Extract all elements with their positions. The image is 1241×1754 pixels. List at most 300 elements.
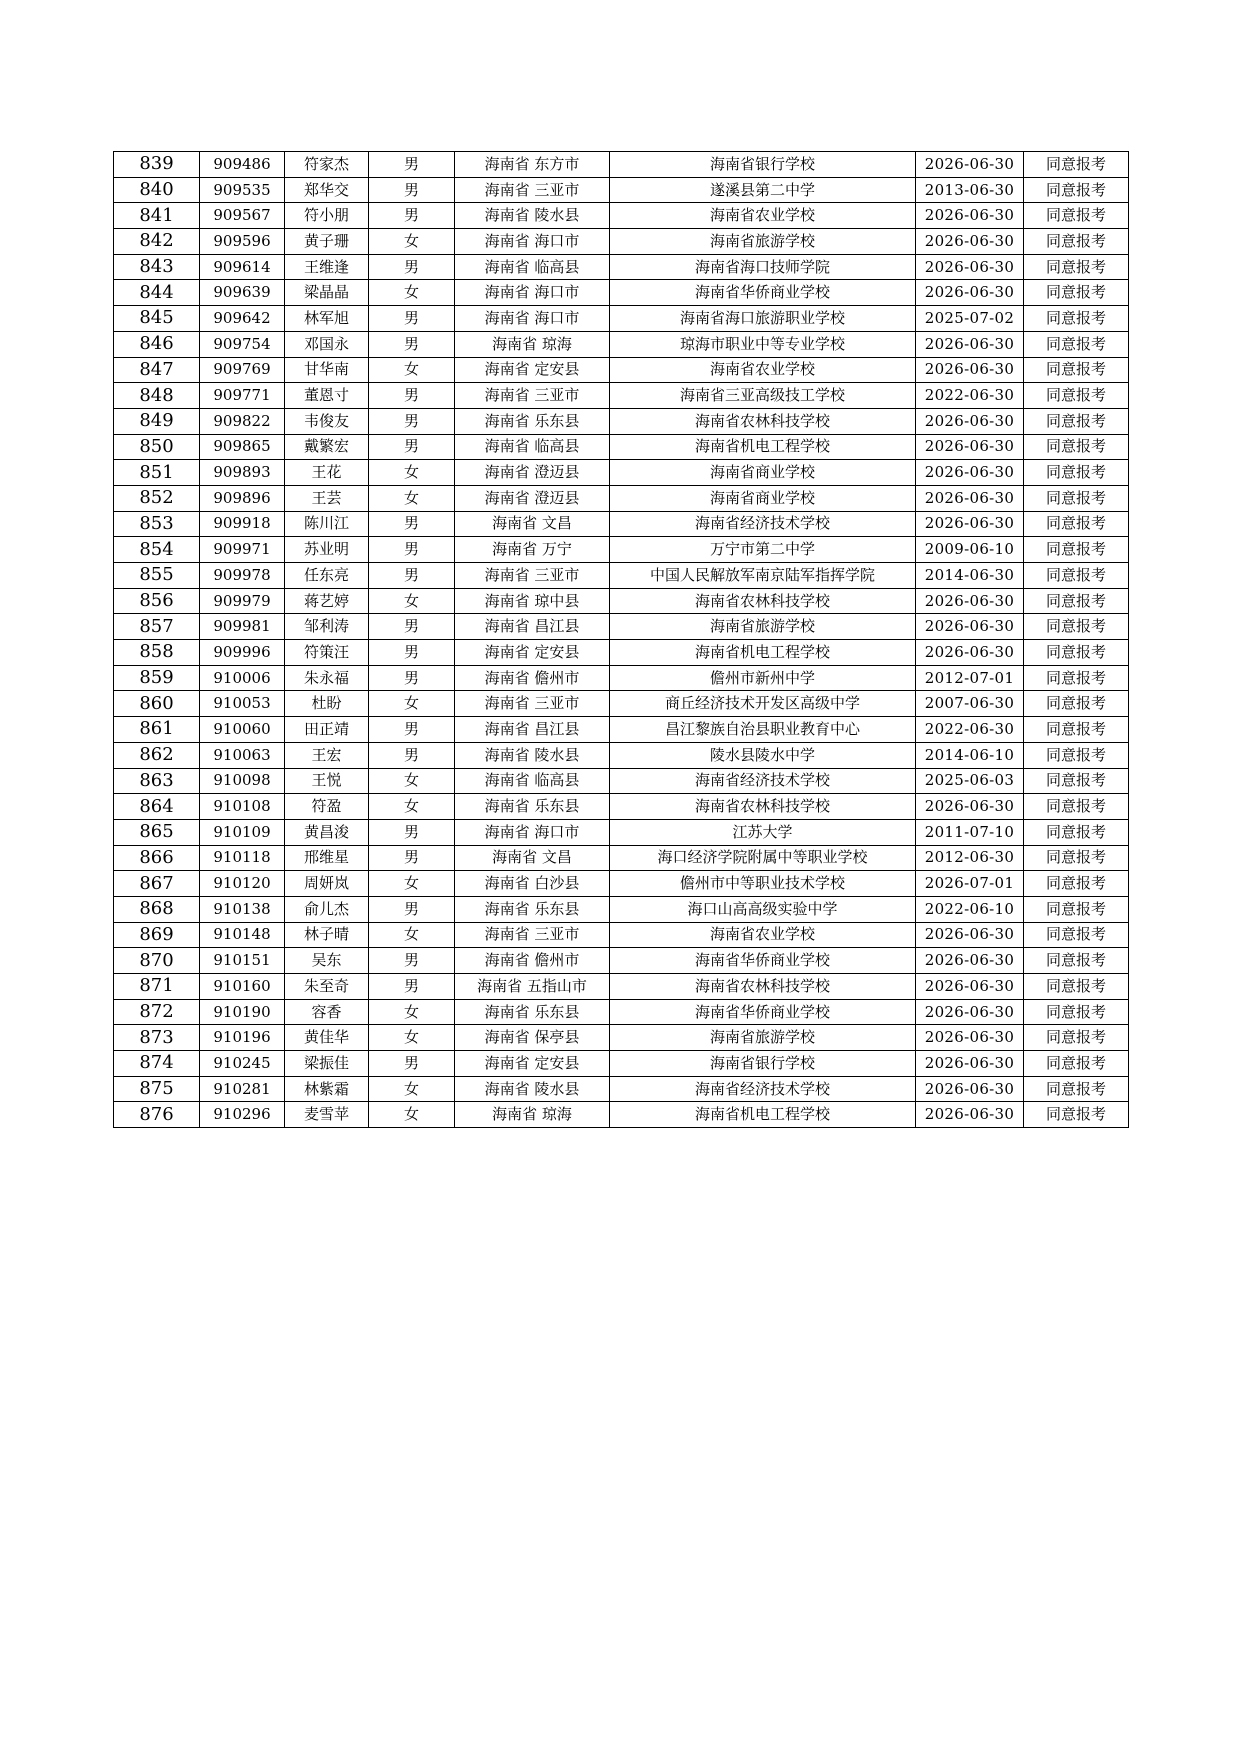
serial-number-cell: 839 <box>114 152 200 178</box>
table-body <box>114 152 1129 1128</box>
graduation-date-cell: 2012-06-30 <box>916 845 1024 871</box>
review-status-cell: 同意报考 <box>1024 794 1129 820</box>
name-cell: 黄佳华 <box>285 1025 369 1051</box>
gender-cell: 女 <box>369 1025 455 1051</box>
gender-cell: 男 <box>369 383 455 409</box>
review-status-cell: 同意报考 <box>1024 691 1129 717</box>
review-status-cell: 同意报考 <box>1024 717 1129 743</box>
school-cell: 昌江黎族自治县职业教育中心 <box>610 717 916 743</box>
review-status-cell: 同意报考 <box>1024 511 1129 537</box>
serial-number-cell: 855 <box>114 563 200 589</box>
exam-id-cell: 909567 <box>200 203 285 229</box>
name-cell: 符盈 <box>285 794 369 820</box>
region-cell: 海南省 定安县 <box>455 357 610 383</box>
school-cell: 海南省经济技术学校 <box>610 511 916 537</box>
table-row <box>114 871 1129 897</box>
region-cell: 海南省 琼中县 <box>455 588 610 614</box>
gender-cell: 女 <box>369 922 455 948</box>
review-status-cell: 同意报考 <box>1024 999 1129 1025</box>
serial-number-cell: 840 <box>114 177 200 203</box>
exam-id-cell: 909971 <box>200 537 285 563</box>
school-cell: 万宁市第二中学 <box>610 537 916 563</box>
review-status-cell: 同意报考 <box>1024 1051 1129 1077</box>
serial-number-cell: 844 <box>114 280 200 306</box>
review-status-cell: 同意报考 <box>1024 177 1129 203</box>
table-row <box>114 948 1129 974</box>
table-row <box>114 922 1129 948</box>
name-cell: 黄子珊 <box>285 229 369 255</box>
name-cell: 俞儿杰 <box>285 896 369 922</box>
review-status-cell: 同意报考 <box>1024 819 1129 845</box>
name-cell: 王悦 <box>285 768 369 794</box>
gender-cell: 男 <box>369 563 455 589</box>
table-row <box>114 1051 1129 1077</box>
school-cell: 儋州市新州中学 <box>610 665 916 691</box>
review-status-cell: 同意报考 <box>1024 768 1129 794</box>
school-cell: 海南省旅游学校 <box>610 1025 916 1051</box>
table-row <box>114 460 1129 486</box>
exam-id-cell: 909596 <box>200 229 285 255</box>
exam-id-cell: 909642 <box>200 306 285 332</box>
gender-cell: 男 <box>369 742 455 768</box>
table-row <box>114 665 1129 691</box>
exam-id-cell: 910160 <box>200 974 285 1000</box>
serial-number-cell: 858 <box>114 640 200 666</box>
serial-number-cell: 874 <box>114 1051 200 1077</box>
review-status-cell: 同意报考 <box>1024 434 1129 460</box>
exam-id-cell: 909771 <box>200 383 285 409</box>
school-cell: 江苏大学 <box>610 819 916 845</box>
name-cell: 林子晴 <box>285 922 369 948</box>
school-cell: 海南省农林科技学校 <box>610 408 916 434</box>
exam-id-cell: 910151 <box>200 948 285 974</box>
name-cell: 甘华南 <box>285 357 369 383</box>
review-status-cell: 同意报考 <box>1024 1102 1129 1128</box>
graduation-date-cell: 2025-06-03 <box>916 768 1024 794</box>
graduation-date-cell: 2026-06-30 <box>916 152 1024 178</box>
exam-id-cell: 910053 <box>200 691 285 717</box>
exam-id-cell: 910006 <box>200 665 285 691</box>
region-cell: 海南省 陵水县 <box>455 1076 610 1102</box>
exam-id-cell: 910148 <box>200 922 285 948</box>
graduation-date-cell: 2026-06-30 <box>916 1076 1024 1102</box>
name-cell: 梁晶晶 <box>285 280 369 306</box>
name-cell: 林紫霜 <box>285 1076 369 1102</box>
table-row <box>114 280 1129 306</box>
exam-id-cell: 909822 <box>200 408 285 434</box>
name-cell: 陈川江 <box>285 511 369 537</box>
serial-number-cell: 864 <box>114 794 200 820</box>
exam-id-cell: 910118 <box>200 845 285 871</box>
region-cell: 海南省 乐东县 <box>455 896 610 922</box>
gender-cell: 男 <box>369 434 455 460</box>
exam-id-cell: 909486 <box>200 152 285 178</box>
graduation-date-cell: 2026-06-30 <box>916 460 1024 486</box>
review-status-cell: 同意报考 <box>1024 357 1129 383</box>
serial-number-cell: 859 <box>114 665 200 691</box>
school-cell: 海南省机电工程学校 <box>610 1102 916 1128</box>
review-status-cell: 同意报考 <box>1024 871 1129 897</box>
school-cell: 海南省农业学校 <box>610 922 916 948</box>
table-row <box>114 383 1129 409</box>
school-cell: 海南省华侨商业学校 <box>610 999 916 1025</box>
serial-number-cell: 870 <box>114 948 200 974</box>
graduation-date-cell: 2026-06-30 <box>916 280 1024 306</box>
serial-number-cell: 867 <box>114 871 200 897</box>
serial-number-cell: 872 <box>114 999 200 1025</box>
gender-cell: 男 <box>369 896 455 922</box>
gender-cell: 女 <box>369 794 455 820</box>
name-cell: 符家杰 <box>285 152 369 178</box>
table-row <box>114 1102 1129 1128</box>
serial-number-cell: 848 <box>114 383 200 409</box>
gender-cell: 女 <box>369 999 455 1025</box>
table-row <box>114 229 1129 255</box>
table-row <box>114 357 1129 383</box>
graduation-date-cell: 2014-06-10 <box>916 742 1024 768</box>
gender-cell: 女 <box>369 280 455 306</box>
gender-cell: 女 <box>369 1076 455 1102</box>
region-cell: 海南省 定安县 <box>455 1051 610 1077</box>
exam-id-cell: 909639 <box>200 280 285 306</box>
name-cell: 郑华交 <box>285 177 369 203</box>
serial-number-cell: 846 <box>114 331 200 357</box>
name-cell: 王花 <box>285 460 369 486</box>
school-cell: 遂溪县第二中学 <box>610 177 916 203</box>
gender-cell: 男 <box>369 845 455 871</box>
region-cell: 海南省 儋州市 <box>455 948 610 974</box>
gender-cell: 女 <box>369 588 455 614</box>
table-row <box>114 254 1129 280</box>
table-row <box>114 640 1129 666</box>
table-row <box>114 434 1129 460</box>
table-row <box>114 511 1129 537</box>
review-status-cell: 同意报考 <box>1024 203 1129 229</box>
serial-number-cell: 875 <box>114 1076 200 1102</box>
gender-cell: 女 <box>369 229 455 255</box>
review-status-cell: 同意报考 <box>1024 742 1129 768</box>
name-cell: 符策汪 <box>285 640 369 666</box>
gender-cell: 男 <box>369 974 455 1000</box>
region-cell: 海南省 海口市 <box>455 229 610 255</box>
school-cell: 海南省农林科技学校 <box>610 588 916 614</box>
serial-number-cell: 861 <box>114 717 200 743</box>
gender-cell: 男 <box>369 331 455 357</box>
graduation-date-cell: 2026-06-30 <box>916 331 1024 357</box>
region-cell: 海南省 三亚市 <box>455 177 610 203</box>
table-row <box>114 563 1129 589</box>
table-row <box>114 408 1129 434</box>
name-cell: 朱永福 <box>285 665 369 691</box>
table-row <box>114 588 1129 614</box>
graduation-date-cell: 2026-06-30 <box>916 794 1024 820</box>
serial-number-cell: 852 <box>114 485 200 511</box>
name-cell: 邓国永 <box>285 331 369 357</box>
region-cell: 海南省 海口市 <box>455 306 610 332</box>
region-cell: 海南省 儋州市 <box>455 665 610 691</box>
serial-number-cell: 851 <box>114 460 200 486</box>
exam-id-cell: 910196 <box>200 1025 285 1051</box>
graduation-date-cell: 2026-06-30 <box>916 408 1024 434</box>
gender-cell: 男 <box>369 1051 455 1077</box>
serial-number-cell: 857 <box>114 614 200 640</box>
table-row <box>114 794 1129 820</box>
review-status-cell: 同意报考 <box>1024 306 1129 332</box>
school-cell: 海口山高高级实验中学 <box>610 896 916 922</box>
region-cell: 海南省 三亚市 <box>455 922 610 948</box>
table-row <box>114 845 1129 871</box>
gender-cell: 男 <box>369 640 455 666</box>
gender-cell: 男 <box>369 408 455 434</box>
graduation-date-cell: 2026-06-30 <box>916 614 1024 640</box>
school-cell: 海南省农林科技学校 <box>610 794 916 820</box>
gender-cell: 女 <box>369 871 455 897</box>
region-cell: 海南省 白沙县 <box>455 871 610 897</box>
serial-number-cell: 843 <box>114 254 200 280</box>
school-cell: 海南省华侨商业学校 <box>610 280 916 306</box>
school-cell: 海南省旅游学校 <box>610 229 916 255</box>
name-cell: 符小朋 <box>285 203 369 229</box>
review-status-cell: 同意报考 <box>1024 460 1129 486</box>
gender-cell: 男 <box>369 717 455 743</box>
name-cell: 吴东 <box>285 948 369 974</box>
table-row <box>114 485 1129 511</box>
graduation-date-cell: 2012-07-01 <box>916 665 1024 691</box>
graduation-date-cell: 2022-06-30 <box>916 717 1024 743</box>
name-cell: 韦俊友 <box>285 408 369 434</box>
table-row <box>114 203 1129 229</box>
serial-number-cell: 865 <box>114 819 200 845</box>
applicant-table <box>113 151 1129 1128</box>
school-cell: 陵水县陵水中学 <box>610 742 916 768</box>
school-cell: 海南省经济技术学校 <box>610 1076 916 1102</box>
region-cell: 海南省 澄迈县 <box>455 460 610 486</box>
school-cell: 海南省机电工程学校 <box>610 434 916 460</box>
review-status-cell: 同意报考 <box>1024 537 1129 563</box>
name-cell: 董恩寸 <box>285 383 369 409</box>
review-status-cell: 同意报考 <box>1024 152 1129 178</box>
name-cell: 苏业明 <box>285 537 369 563</box>
serial-number-cell: 849 <box>114 408 200 434</box>
serial-number-cell: 876 <box>114 1102 200 1128</box>
name-cell: 黄昌浚 <box>285 819 369 845</box>
name-cell: 容香 <box>285 999 369 1025</box>
region-cell: 海南省 琼海 <box>455 1102 610 1128</box>
graduation-date-cell: 2026-06-30 <box>916 511 1024 537</box>
table-row <box>114 537 1129 563</box>
name-cell: 王宏 <box>285 742 369 768</box>
gender-cell: 男 <box>369 254 455 280</box>
serial-number-cell: 868 <box>114 896 200 922</box>
serial-number-cell: 873 <box>114 1025 200 1051</box>
review-status-cell: 同意报考 <box>1024 845 1129 871</box>
serial-number-cell: 841 <box>114 203 200 229</box>
exam-id-cell: 909614 <box>200 254 285 280</box>
region-cell: 海南省 临高县 <box>455 768 610 794</box>
school-cell: 海南省经济技术学校 <box>610 768 916 794</box>
region-cell: 海南省 定安县 <box>455 640 610 666</box>
school-cell: 海南省农业学校 <box>610 203 916 229</box>
region-cell: 海南省 文昌 <box>455 845 610 871</box>
review-status-cell: 同意报考 <box>1024 1076 1129 1102</box>
exam-id-cell: 909978 <box>200 563 285 589</box>
region-cell: 海南省 昌江县 <box>455 717 610 743</box>
graduation-date-cell: 2026-06-30 <box>916 1102 1024 1128</box>
school-cell: 海南省三亚高级技工学校 <box>610 383 916 409</box>
region-cell: 海南省 临高县 <box>455 434 610 460</box>
exam-id-cell: 909865 <box>200 434 285 460</box>
gender-cell: 男 <box>369 948 455 974</box>
name-cell: 杜盼 <box>285 691 369 717</box>
graduation-date-cell: 2026-06-30 <box>916 948 1024 974</box>
graduation-date-cell: 2011-07-10 <box>916 819 1024 845</box>
gender-cell: 男 <box>369 306 455 332</box>
region-cell: 海南省 澄迈县 <box>455 485 610 511</box>
school-cell: 海南省海口技师学院 <box>610 254 916 280</box>
exam-id-cell: 909996 <box>200 640 285 666</box>
graduation-date-cell: 2026-06-30 <box>916 640 1024 666</box>
school-cell: 海南省农林科技学校 <box>610 974 916 1000</box>
exam-id-cell: 910109 <box>200 819 285 845</box>
exam-id-cell: 910296 <box>200 1102 285 1128</box>
graduation-date-cell: 2026-06-30 <box>916 922 1024 948</box>
review-status-cell: 同意报考 <box>1024 665 1129 691</box>
region-cell: 海南省 临高县 <box>455 254 610 280</box>
review-status-cell: 同意报考 <box>1024 280 1129 306</box>
region-cell: 海南省 昌江县 <box>455 614 610 640</box>
gender-cell: 女 <box>369 460 455 486</box>
serial-number-cell: 845 <box>114 306 200 332</box>
table-row <box>114 177 1129 203</box>
table-row <box>114 717 1129 743</box>
name-cell: 邹利涛 <box>285 614 369 640</box>
review-status-cell: 同意报考 <box>1024 1025 1129 1051</box>
exam-id-cell: 910281 <box>200 1076 285 1102</box>
name-cell: 朱至奇 <box>285 974 369 1000</box>
graduation-date-cell: 2007-06-30 <box>916 691 1024 717</box>
gender-cell: 男 <box>369 177 455 203</box>
exam-id-cell: 910120 <box>200 871 285 897</box>
exam-id-cell: 909918 <box>200 511 285 537</box>
school-cell: 海南省农业学校 <box>610 357 916 383</box>
region-cell: 海南省 乐东县 <box>455 794 610 820</box>
school-cell: 海南省银行学校 <box>610 1051 916 1077</box>
graduation-date-cell: 2025-07-02 <box>916 306 1024 332</box>
graduation-date-cell: 2026-06-30 <box>916 999 1024 1025</box>
region-cell: 海南省 陵水县 <box>455 203 610 229</box>
graduation-date-cell: 2026-06-30 <box>916 203 1024 229</box>
table-row <box>114 742 1129 768</box>
table-row <box>114 999 1129 1025</box>
region-cell: 海南省 海口市 <box>455 280 610 306</box>
gender-cell: 女 <box>369 768 455 794</box>
serial-number-cell: 842 <box>114 229 200 255</box>
review-status-cell: 同意报考 <box>1024 254 1129 280</box>
school-cell: 海南省旅游学校 <box>610 614 916 640</box>
review-status-cell: 同意报考 <box>1024 922 1129 948</box>
region-cell: 海南省 琼海 <box>455 331 610 357</box>
serial-number-cell: 853 <box>114 511 200 537</box>
graduation-date-cell: 2009-06-10 <box>916 537 1024 563</box>
school-cell: 商丘经济技术开发区高级中学 <box>610 691 916 717</box>
gender-cell: 男 <box>369 819 455 845</box>
name-cell: 麦雪苹 <box>285 1102 369 1128</box>
graduation-date-cell: 2026-06-30 <box>916 229 1024 255</box>
review-status-cell: 同意报考 <box>1024 614 1129 640</box>
name-cell: 任东亮 <box>285 563 369 589</box>
table-row <box>114 1025 1129 1051</box>
serial-number-cell: 869 <box>114 922 200 948</box>
school-cell: 海南省商业学校 <box>610 460 916 486</box>
serial-number-cell: 863 <box>114 768 200 794</box>
region-cell: 海南省 海口市 <box>455 819 610 845</box>
table-row <box>114 306 1129 332</box>
school-cell: 海南省商业学校 <box>610 485 916 511</box>
region-cell: 海南省 三亚市 <box>455 563 610 589</box>
table-row <box>114 819 1129 845</box>
exam-id-cell: 910138 <box>200 896 285 922</box>
name-cell: 邢维星 <box>285 845 369 871</box>
serial-number-cell: 847 <box>114 357 200 383</box>
name-cell: 林军旭 <box>285 306 369 332</box>
graduation-date-cell: 2026-06-30 <box>916 357 1024 383</box>
school-cell: 海南省华侨商业学校 <box>610 948 916 974</box>
school-cell: 海口经济学院附属中等职业学校 <box>610 845 916 871</box>
school-cell: 中国人民解放军南京陆军指挥学院 <box>610 563 916 589</box>
name-cell: 梁振佳 <box>285 1051 369 1077</box>
table-row <box>114 691 1129 717</box>
serial-number-cell: 862 <box>114 742 200 768</box>
name-cell: 蒋艺婷 <box>285 588 369 614</box>
table-row <box>114 1076 1129 1102</box>
review-status-cell: 同意报考 <box>1024 383 1129 409</box>
region-cell: 海南省 万宁 <box>455 537 610 563</box>
review-status-cell: 同意报考 <box>1024 640 1129 666</box>
table-row <box>114 896 1129 922</box>
gender-cell: 女 <box>369 1102 455 1128</box>
graduation-date-cell: 2026-06-30 <box>916 588 1024 614</box>
table-row <box>114 152 1129 178</box>
serial-number-cell: 856 <box>114 588 200 614</box>
exam-id-cell: 909981 <box>200 614 285 640</box>
region-cell: 海南省 陵水县 <box>455 742 610 768</box>
serial-number-cell: 850 <box>114 434 200 460</box>
graduation-date-cell: 2014-06-30 <box>916 563 1024 589</box>
name-cell: 周妍岚 <box>285 871 369 897</box>
exam-id-cell: 909535 <box>200 177 285 203</box>
exam-id-cell: 910245 <box>200 1051 285 1077</box>
school-cell: 海南省银行学校 <box>610 152 916 178</box>
review-status-cell: 同意报考 <box>1024 588 1129 614</box>
name-cell: 田正靖 <box>285 717 369 743</box>
school-cell: 琼海市职业中等专业学校 <box>610 331 916 357</box>
exam-id-cell: 909893 <box>200 460 285 486</box>
school-cell: 海南省机电工程学校 <box>610 640 916 666</box>
region-cell: 海南省 文昌 <box>455 511 610 537</box>
school-cell: 儋州市中等职业技术学校 <box>610 871 916 897</box>
region-cell: 海南省 三亚市 <box>455 691 610 717</box>
gender-cell: 男 <box>369 537 455 563</box>
review-status-cell: 同意报考 <box>1024 948 1129 974</box>
exam-id-cell: 910108 <box>200 794 285 820</box>
exam-id-cell: 910190 <box>200 999 285 1025</box>
review-status-cell: 同意报考 <box>1024 485 1129 511</box>
gender-cell: 女 <box>369 357 455 383</box>
graduation-date-cell: 2022-06-10 <box>916 896 1024 922</box>
name-cell: 王芸 <box>285 485 369 511</box>
name-cell: 戴繁宏 <box>285 434 369 460</box>
exam-id-cell: 909754 <box>200 331 285 357</box>
